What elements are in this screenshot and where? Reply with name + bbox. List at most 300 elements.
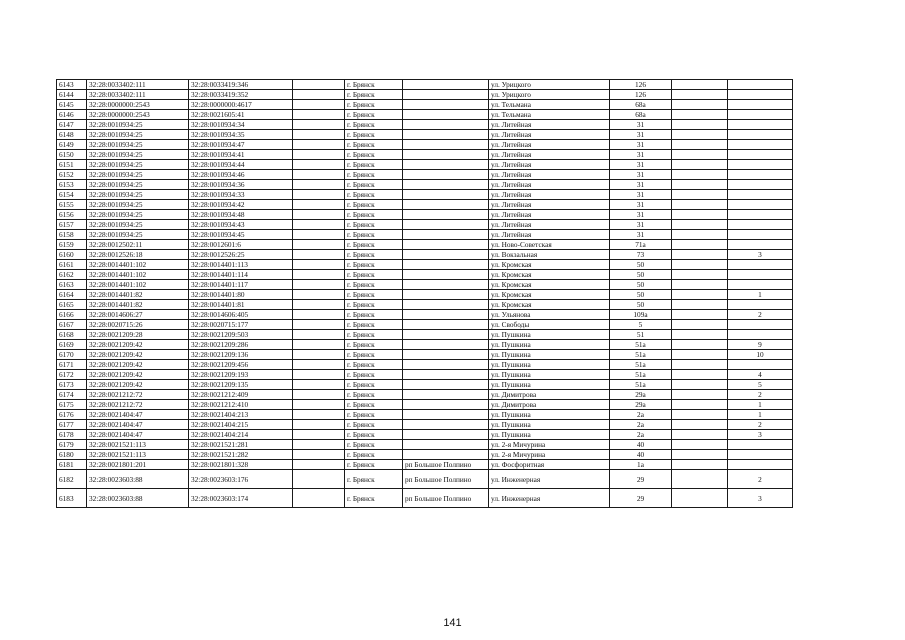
cadastral-number-cell: 32:28:0014401:82 <box>87 300 189 310</box>
cadastral-number-cell: 32:28:0021209:42 <box>87 350 189 360</box>
object-cadastral-number-cell: 32:28:0021801:328 <box>189 460 293 470</box>
object-cadastral-number-cell: 32:28:0033419:346 <box>189 80 293 90</box>
city-cell: г. Брянск <box>345 330 403 340</box>
object-cadastral-number-cell: 32:28:0010934:42 <box>189 200 293 210</box>
table-row <box>57 160 793 170</box>
settlement-cell <box>403 260 489 270</box>
house-number-cell: 29а <box>610 400 672 410</box>
object-cadastral-number-cell: 32:28:0012601:6 <box>189 240 293 250</box>
object-cadastral-number-cell: 32:28:0010934:48 <box>189 210 293 220</box>
house-number-cell: 31 <box>610 190 672 200</box>
cadastral-number-cell: 32:28:0010934:25 <box>87 220 189 230</box>
street-cell: ул. Пушкина <box>489 430 610 440</box>
house-number-cell: 2а <box>610 430 672 440</box>
apartment-number-cell <box>728 80 793 90</box>
cadastral-number-cell: 32:28:0021801:201 <box>87 460 189 470</box>
cadastral-number-cell: 32:28:0020715:26 <box>87 320 189 330</box>
object-cadastral-number-cell: 32:28:0010934:44 <box>189 160 293 170</box>
cadastral-number-cell: 32:28:0021521:113 <box>87 440 189 450</box>
row-number-cell: 6149 <box>57 140 87 150</box>
blank-col-cell <box>293 280 345 290</box>
object-cadastral-number-cell: 32:28:0021209:136 <box>189 350 293 360</box>
settlement-cell <box>403 180 489 190</box>
table-row <box>57 100 793 110</box>
blank-col-cell <box>293 320 345 330</box>
row-number-cell: 6168 <box>57 330 87 340</box>
row-number-cell: 6182 <box>57 470 87 489</box>
house-number-cell: 40 <box>610 440 672 450</box>
row-number-cell: 6157 <box>57 220 87 230</box>
house-number-cell: 51а <box>610 360 672 370</box>
row-number-cell: 6151 <box>57 160 87 170</box>
cadastral-number-cell: 32:28:0010934:25 <box>87 150 189 160</box>
street-cell: ул. Димитрова <box>489 390 610 400</box>
blank-col-cell <box>293 130 345 140</box>
object-cadastral-number-cell: 32:28:0021404:215 <box>189 420 293 430</box>
row-number-cell: 6173 <box>57 380 87 390</box>
row-number-cell: 6161 <box>57 260 87 270</box>
cadastral-number-cell: 32:28:0010934:25 <box>87 140 189 150</box>
cadastral-number-cell: 32:28:0021521:113 <box>87 450 189 460</box>
city-cell: г. Брянск <box>345 430 403 440</box>
city-cell: г. Брянск <box>345 380 403 390</box>
cadastral-number-cell: 32:28:0012502:11 <box>87 240 189 250</box>
blank-col-cell <box>293 400 345 410</box>
table-row <box>57 170 793 180</box>
table-row <box>57 150 793 160</box>
apartment-number-cell: 2 <box>728 310 793 320</box>
street-cell: ул. Литейная <box>489 140 610 150</box>
apartment-number-cell <box>728 330 793 340</box>
apartment-number-cell <box>728 300 793 310</box>
cadastral-number-cell: 32:28:0021209:42 <box>87 360 189 370</box>
apartment-number-cell: 1 <box>728 290 793 300</box>
settlement-cell <box>403 280 489 290</box>
blank-col-cell <box>293 430 345 440</box>
cadastral-number-cell: 32:28:0010934:25 <box>87 230 189 240</box>
city-cell: г. Брянск <box>345 210 403 220</box>
city-cell: г. Брянск <box>345 410 403 420</box>
street-cell: ул. Кромская <box>489 290 610 300</box>
street-cell: ул. Вокзальная <box>489 250 610 260</box>
blank-col-2-cell <box>672 170 728 180</box>
city-cell: г. Брянск <box>345 170 403 180</box>
street-cell: ул. Пушкина <box>489 330 610 340</box>
blank-col-cell <box>293 150 345 160</box>
row-number-cell: 6156 <box>57 210 87 220</box>
table-row <box>57 380 793 390</box>
apartment-number-cell: 2 <box>728 470 793 489</box>
apartment-number-cell: 3 <box>728 430 793 440</box>
apartment-number-cell <box>728 240 793 250</box>
table-row <box>57 450 793 460</box>
blank-col-cell <box>293 370 345 380</box>
row-number-cell: 6155 <box>57 200 87 210</box>
city-cell: г. Брянск <box>345 100 403 110</box>
apartment-number-cell <box>728 150 793 160</box>
house-number-cell: 31 <box>610 120 672 130</box>
blank-col-2-cell <box>672 450 728 460</box>
row-number-cell: 6143 <box>57 80 87 90</box>
settlement-cell <box>403 140 489 150</box>
street-cell: ул. Литейная <box>489 120 610 130</box>
apartment-number-cell: 1 <box>728 400 793 410</box>
house-number-cell: 5 <box>610 320 672 330</box>
cadastral-number-cell: 32:28:0012526:18 <box>87 250 189 260</box>
street-cell: ул. Пушкина <box>489 350 610 360</box>
table-row <box>57 400 793 410</box>
settlement-cell <box>403 110 489 120</box>
row-number-cell: 6165 <box>57 300 87 310</box>
blank-col-2-cell <box>672 290 728 300</box>
city-cell: г. Брянск <box>345 270 403 280</box>
blank-col-2-cell <box>672 110 728 120</box>
settlement-cell <box>403 380 489 390</box>
cadastral-number-cell: 32:28:0014401:102 <box>87 280 189 290</box>
house-number-cell: 50 <box>610 300 672 310</box>
row-number-cell: 6177 <box>57 420 87 430</box>
row-number-cell: 6163 <box>57 280 87 290</box>
street-cell: ул. Литейная <box>489 210 610 220</box>
blank-col-cell <box>293 220 345 230</box>
city-cell: г. Брянск <box>345 120 403 130</box>
house-number-cell: 2а <box>610 410 672 420</box>
records-table <box>56 79 793 508</box>
apartment-number-cell <box>728 210 793 220</box>
blank-col-cell <box>293 210 345 220</box>
house-number-cell: 126 <box>610 90 672 100</box>
row-number-cell: 6153 <box>57 180 87 190</box>
apartment-number-cell <box>728 260 793 270</box>
apartment-number-cell <box>728 450 793 460</box>
blank-col-2-cell <box>672 250 728 260</box>
blank-col-2-cell <box>672 400 728 410</box>
cadastral-number-cell: 32:28:0010934:25 <box>87 130 189 140</box>
cadastral-number-cell: 32:28:0010934:25 <box>87 200 189 210</box>
settlement-cell <box>403 270 489 280</box>
settlement-cell <box>403 150 489 160</box>
street-cell: ул. Литейная <box>489 230 610 240</box>
apartment-number-cell: 3 <box>728 489 793 508</box>
city-cell: г. Брянск <box>345 440 403 450</box>
blank-col-2-cell <box>672 340 728 350</box>
street-cell: ул. Тельмана <box>489 110 610 120</box>
city-cell: г. Брянск <box>345 350 403 360</box>
house-number-cell: 31 <box>610 160 672 170</box>
blank-col-2-cell <box>672 100 728 110</box>
blank-col-2-cell <box>672 230 728 240</box>
house-number-cell: 31 <box>610 130 672 140</box>
table-row <box>57 489 793 508</box>
settlement-cell <box>403 250 489 260</box>
object-cadastral-number-cell: 32:28:0010934:47 <box>189 140 293 150</box>
row-number-cell: 6159 <box>57 240 87 250</box>
house-number-cell: 71а <box>610 240 672 250</box>
row-number-cell: 6147 <box>57 120 87 130</box>
table-row <box>57 110 793 120</box>
object-cadastral-number-cell: 32:28:0021212:409 <box>189 390 293 400</box>
blank-col-2-cell <box>672 140 728 150</box>
street-cell: ул. Пушкина <box>489 340 610 350</box>
table-row <box>57 250 793 260</box>
city-cell: г. Брянск <box>345 250 403 260</box>
table-row <box>57 120 793 130</box>
apartment-number-cell: 5 <box>728 380 793 390</box>
street-cell: ул. 2-я Мичурина <box>489 450 610 460</box>
object-cadastral-number-cell: 32:28:0010934:35 <box>189 130 293 140</box>
table-row <box>57 470 793 489</box>
apartment-number-cell: 2 <box>728 420 793 430</box>
house-number-cell: 109а <box>610 310 672 320</box>
cadastral-number-cell: 32:28:0023603:88 <box>87 489 189 508</box>
city-cell: г. Брянск <box>345 300 403 310</box>
blank-col-2-cell <box>672 210 728 220</box>
object-cadastral-number-cell: 32:28:0021209:456 <box>189 360 293 370</box>
settlement-cell <box>403 80 489 90</box>
city-cell: г. Брянск <box>345 130 403 140</box>
blank-col-cell <box>293 110 345 120</box>
table-row <box>57 80 793 90</box>
city-cell: г. Брянск <box>345 140 403 150</box>
object-cadastral-number-cell: 32:28:0021209:193 <box>189 370 293 380</box>
blank-col-cell <box>293 330 345 340</box>
cadastral-number-cell: 32:28:0010934:25 <box>87 190 189 200</box>
cadastral-number-cell: 32:28:0033402:111 <box>87 80 189 90</box>
table-row <box>57 270 793 280</box>
settlement-cell <box>403 190 489 200</box>
row-number-cell: 6150 <box>57 150 87 160</box>
row-number-cell: 6181 <box>57 460 87 470</box>
house-number-cell: 31 <box>610 220 672 230</box>
city-cell: г. Брянск <box>345 230 403 240</box>
blank-col-cell <box>293 170 345 180</box>
settlement-cell <box>403 120 489 130</box>
settlement-cell <box>403 230 489 240</box>
blank-col-cell <box>293 80 345 90</box>
table-row <box>57 430 793 440</box>
blank-col-cell <box>293 380 345 390</box>
blank-col-cell <box>293 489 345 508</box>
cadastral-number-cell: 32:28:0021404:47 <box>87 430 189 440</box>
table-row <box>57 350 793 360</box>
cadastral-number-cell: 32:28:0023603:88 <box>87 470 189 489</box>
city-cell: г. Брянск <box>345 90 403 100</box>
city-cell: г. Брянск <box>345 200 403 210</box>
table-row <box>57 370 793 380</box>
blank-col-cell <box>293 390 345 400</box>
table-row <box>57 220 793 230</box>
street-cell: ул. Кромская <box>489 270 610 280</box>
table-row <box>57 140 793 150</box>
city-cell: г. Брянск <box>345 280 403 290</box>
blank-col-cell <box>293 450 345 460</box>
object-cadastral-number-cell: 32:28:0023603:174 <box>189 489 293 508</box>
table-row <box>57 360 793 370</box>
city-cell: г. Брянск <box>345 460 403 470</box>
blank-col-cell <box>293 160 345 170</box>
cadastral-number-cell: 32:28:0021209:42 <box>87 380 189 390</box>
row-number-cell: 6158 <box>57 230 87 240</box>
cadastral-number-cell: 32:28:0010934:25 <box>87 170 189 180</box>
street-cell: ул. Литейная <box>489 180 610 190</box>
street-cell: ул. Литейная <box>489 130 610 140</box>
blank-col-2-cell <box>672 200 728 210</box>
settlement-cell <box>403 360 489 370</box>
apartment-number-cell: 4 <box>728 370 793 380</box>
apartment-number-cell <box>728 220 793 230</box>
street-cell: ул. Урицкого <box>489 80 610 90</box>
settlement-cell <box>403 220 489 230</box>
street-cell: ул. Кромская <box>489 260 610 270</box>
blank-col-2-cell <box>672 430 728 440</box>
apartment-number-cell <box>728 270 793 280</box>
street-cell: ул. Тельмана <box>489 100 610 110</box>
row-number-cell: 6152 <box>57 170 87 180</box>
object-cadastral-number-cell: 32:28:0000000:4617 <box>189 100 293 110</box>
city-cell: г. Брянск <box>345 80 403 90</box>
page-number: 141 <box>443 617 462 629</box>
house-number-cell: 31 <box>610 200 672 210</box>
settlement-cell <box>403 160 489 170</box>
blank-col-cell <box>293 230 345 240</box>
house-number-cell: 2а <box>610 420 672 430</box>
cadastral-number-cell: 32:28:0021404:47 <box>87 410 189 420</box>
cadastral-number-cell: 32:28:0021404:47 <box>87 420 189 430</box>
street-cell: ул. Пушкина <box>489 420 610 430</box>
blank-col-cell <box>293 180 345 190</box>
cadastral-number-cell: 32:28:0010934:25 <box>87 180 189 190</box>
apartment-number-cell <box>728 90 793 100</box>
blank-col-2-cell <box>672 90 728 100</box>
apartment-number-cell <box>728 230 793 240</box>
apartment-number-cell: 9 <box>728 340 793 350</box>
settlement-cell <box>403 130 489 140</box>
house-number-cell: 51а <box>610 370 672 380</box>
object-cadastral-number-cell: 32:28:0021521:282 <box>189 450 293 460</box>
street-cell: ул. Ново-Советская <box>489 240 610 250</box>
object-cadastral-number-cell: 32:28:0020715:177 <box>189 320 293 330</box>
settlement-cell <box>403 200 489 210</box>
street-cell: ул. Литейная <box>489 190 610 200</box>
blank-col-cell <box>293 350 345 360</box>
cadastral-number-cell: 32:28:0021209:42 <box>87 370 189 380</box>
apartment-number-cell <box>728 110 793 120</box>
blank-col-cell <box>293 440 345 450</box>
blank-col-cell <box>293 300 345 310</box>
city-cell: г. Брянск <box>345 190 403 200</box>
table-row <box>57 290 793 300</box>
cadastral-number-cell: 32:28:0010934:25 <box>87 120 189 130</box>
object-cadastral-number-cell: 32:28:0010934:43 <box>189 220 293 230</box>
apartment-number-cell <box>728 180 793 190</box>
street-cell: ул. Литейная <box>489 170 610 180</box>
house-number-cell: 40 <box>610 450 672 460</box>
city-cell: г. Брянск <box>345 320 403 330</box>
blank-col-cell <box>293 270 345 280</box>
blank-col-cell <box>293 120 345 130</box>
cadastral-number-cell: 32:28:0010934:25 <box>87 210 189 220</box>
cadastral-number-cell: 32:28:0014401:102 <box>87 260 189 270</box>
blank-col-2-cell <box>672 320 728 330</box>
city-cell: г. Брянск <box>345 240 403 250</box>
settlement-cell: рп Большое Полпино <box>403 460 489 470</box>
blank-col-2-cell <box>672 130 728 140</box>
object-cadastral-number-cell: 32:28:0021209:503 <box>189 330 293 340</box>
street-cell: ул. Литейная <box>489 150 610 160</box>
apartment-number-cell <box>728 440 793 450</box>
settlement-cell: рп Большое Полпино <box>403 489 489 508</box>
blank-col-2-cell <box>672 310 728 320</box>
object-cadastral-number-cell: 32:28:0023603:176 <box>189 470 293 489</box>
city-cell: г. Брянск <box>345 400 403 410</box>
house-number-cell: 50 <box>610 290 672 300</box>
blank-col-cell <box>293 140 345 150</box>
apartment-number-cell <box>728 190 793 200</box>
settlement-cell <box>403 450 489 460</box>
city-cell: г. Брянск <box>345 220 403 230</box>
settlement-cell: рп Большое Полпино <box>403 470 489 489</box>
object-cadastral-number-cell: 32:28:0014401:114 <box>189 270 293 280</box>
object-cadastral-number-cell: 32:28:0014401:81 <box>189 300 293 310</box>
cadastral-number-cell: 32:28:0021209:42 <box>87 340 189 350</box>
blank-col-2-cell <box>672 240 728 250</box>
city-cell: г. Брянск <box>345 150 403 160</box>
blank-col-2-cell <box>672 390 728 400</box>
apartment-number-cell <box>728 170 793 180</box>
settlement-cell <box>403 330 489 340</box>
house-number-cell: 50 <box>610 280 672 290</box>
row-number-cell: 6166 <box>57 310 87 320</box>
blank-col-2-cell <box>672 420 728 430</box>
house-number-cell: 51а <box>610 340 672 350</box>
apartment-number-cell: 10 <box>728 350 793 360</box>
apartment-number-cell <box>728 130 793 140</box>
object-cadastral-number-cell: 32:28:0021212:410 <box>189 400 293 410</box>
row-number-cell: 6170 <box>57 350 87 360</box>
cadastral-number-cell: 32:28:0000000:2543 <box>87 110 189 120</box>
city-cell: г. Брянск <box>345 450 403 460</box>
settlement-cell <box>403 210 489 220</box>
settlement-cell <box>403 320 489 330</box>
object-cadastral-number-cell: 32:28:0021521:281 <box>189 440 293 450</box>
blank-col-2-cell <box>672 460 728 470</box>
object-cadastral-number-cell: 32:28:0010934:33 <box>189 190 293 200</box>
blank-col-2-cell <box>672 270 728 280</box>
row-number-cell: 6174 <box>57 390 87 400</box>
object-cadastral-number-cell: 32:28:0021209:135 <box>189 380 293 390</box>
house-number-cell: 29 <box>610 470 672 489</box>
table-row <box>57 460 793 470</box>
row-number-cell: 6175 <box>57 400 87 410</box>
settlement-cell <box>403 290 489 300</box>
house-number-cell: 68а <box>610 110 672 120</box>
settlement-cell <box>403 400 489 410</box>
blank-col-2-cell <box>672 370 728 380</box>
settlement-cell <box>403 100 489 110</box>
row-number-cell: 6146 <box>57 110 87 120</box>
street-cell: ул. Литейная <box>489 160 610 170</box>
blank-col-2-cell <box>672 220 728 230</box>
street-cell: ул. 2-я Мичурина <box>489 440 610 450</box>
table-row <box>57 310 793 320</box>
object-cadastral-number-cell: 32:28:0010934:41 <box>189 150 293 160</box>
row-number-cell: 6171 <box>57 360 87 370</box>
settlement-cell <box>403 90 489 100</box>
table-row <box>57 210 793 220</box>
row-number-cell: 6167 <box>57 320 87 330</box>
house-number-cell: 31 <box>610 150 672 160</box>
table-row <box>57 240 793 250</box>
